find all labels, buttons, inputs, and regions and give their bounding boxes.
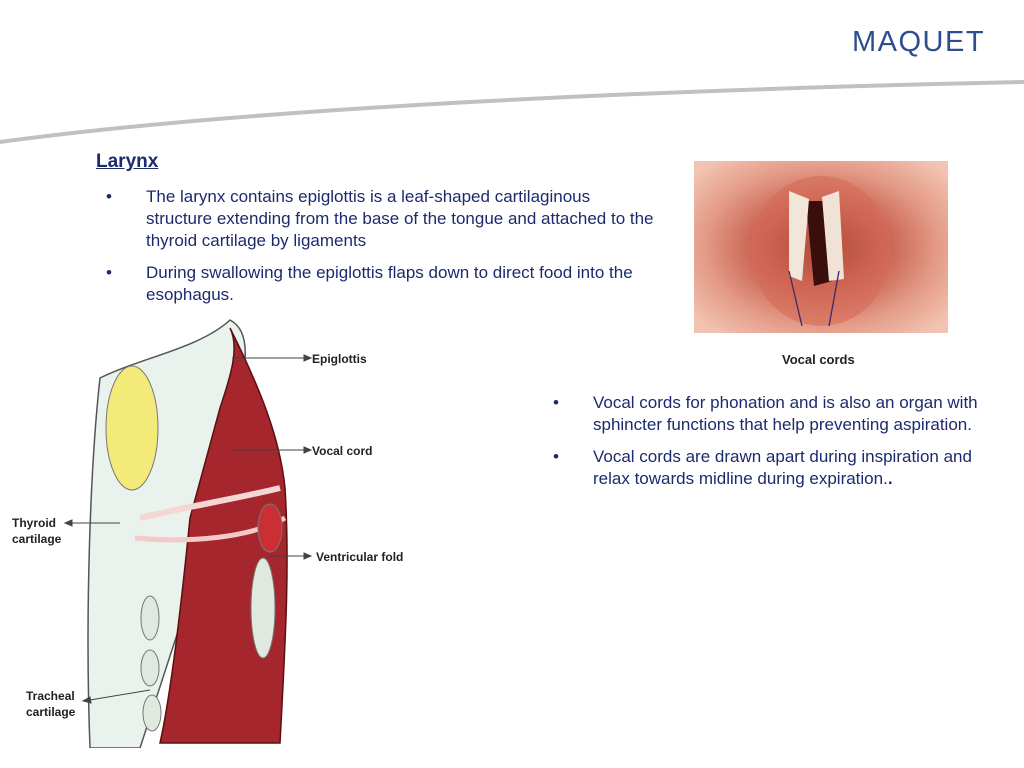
bullet-text: Vocal cords for phonation and is also an organ with sphincter functions that help preventing aspiration.: [593, 393, 978, 434]
photo-caption: Vocal cords: [782, 352, 855, 367]
bullet-item: • During swallowing the epiglottis flaps down to direct food into the esophagus.: [106, 263, 633, 304]
bullet-item: • Vocal cords for phonation and is also an organ with sphincter functions that help preventing aspiration.: [553, 393, 978, 434]
label-thyroid-cartilage: [12, 515, 61, 547]
label-ventricular-fold: Ventricular fold: [316, 550, 404, 564]
label-vocal-cord: Vocal cord: [312, 444, 373, 458]
slide-title: Larynx: [96, 151, 159, 172]
label-tracheal-line2: cartilage: [26, 705, 76, 719]
bullet-text: The larynx contains epiglottis is a leaf-shaped cartilaginous structure extending from the base of the tongue and attached to the thyroid cartilage by ligaments: [146, 187, 654, 250]
label-thyroid-line2: cartilage: [12, 532, 62, 546]
bullet-item: • Vocal cords are drawn apart during inspiration and relax towards midline during expiration..: [553, 447, 972, 488]
bullet-text: During swallowing the epiglottis flaps down to direct food into the esophagus.: [146, 263, 633, 304]
bullet-item: • The larynx contains epiglottis is a leaf-shaped cartilaginous structure extending from the base of the tongue and attached to the thyroid cartilage by ligaments: [106, 187, 654, 250]
label-tracheal-cartilage: [26, 688, 75, 720]
label-thyroid-line1: Thyroid: [12, 516, 56, 530]
maquet-logo: MAQUET: [852, 26, 986, 58]
bullet-text: Vocal cords are drawn apart during inspiration and relax towards midline during expiration.: [593, 447, 972, 488]
label-epiglottis: Epiglottis: [312, 352, 367, 366]
label-tracheal-line1: Tracheal: [26, 689, 75, 703]
bullet-trailing-period: .: [887, 469, 893, 488]
